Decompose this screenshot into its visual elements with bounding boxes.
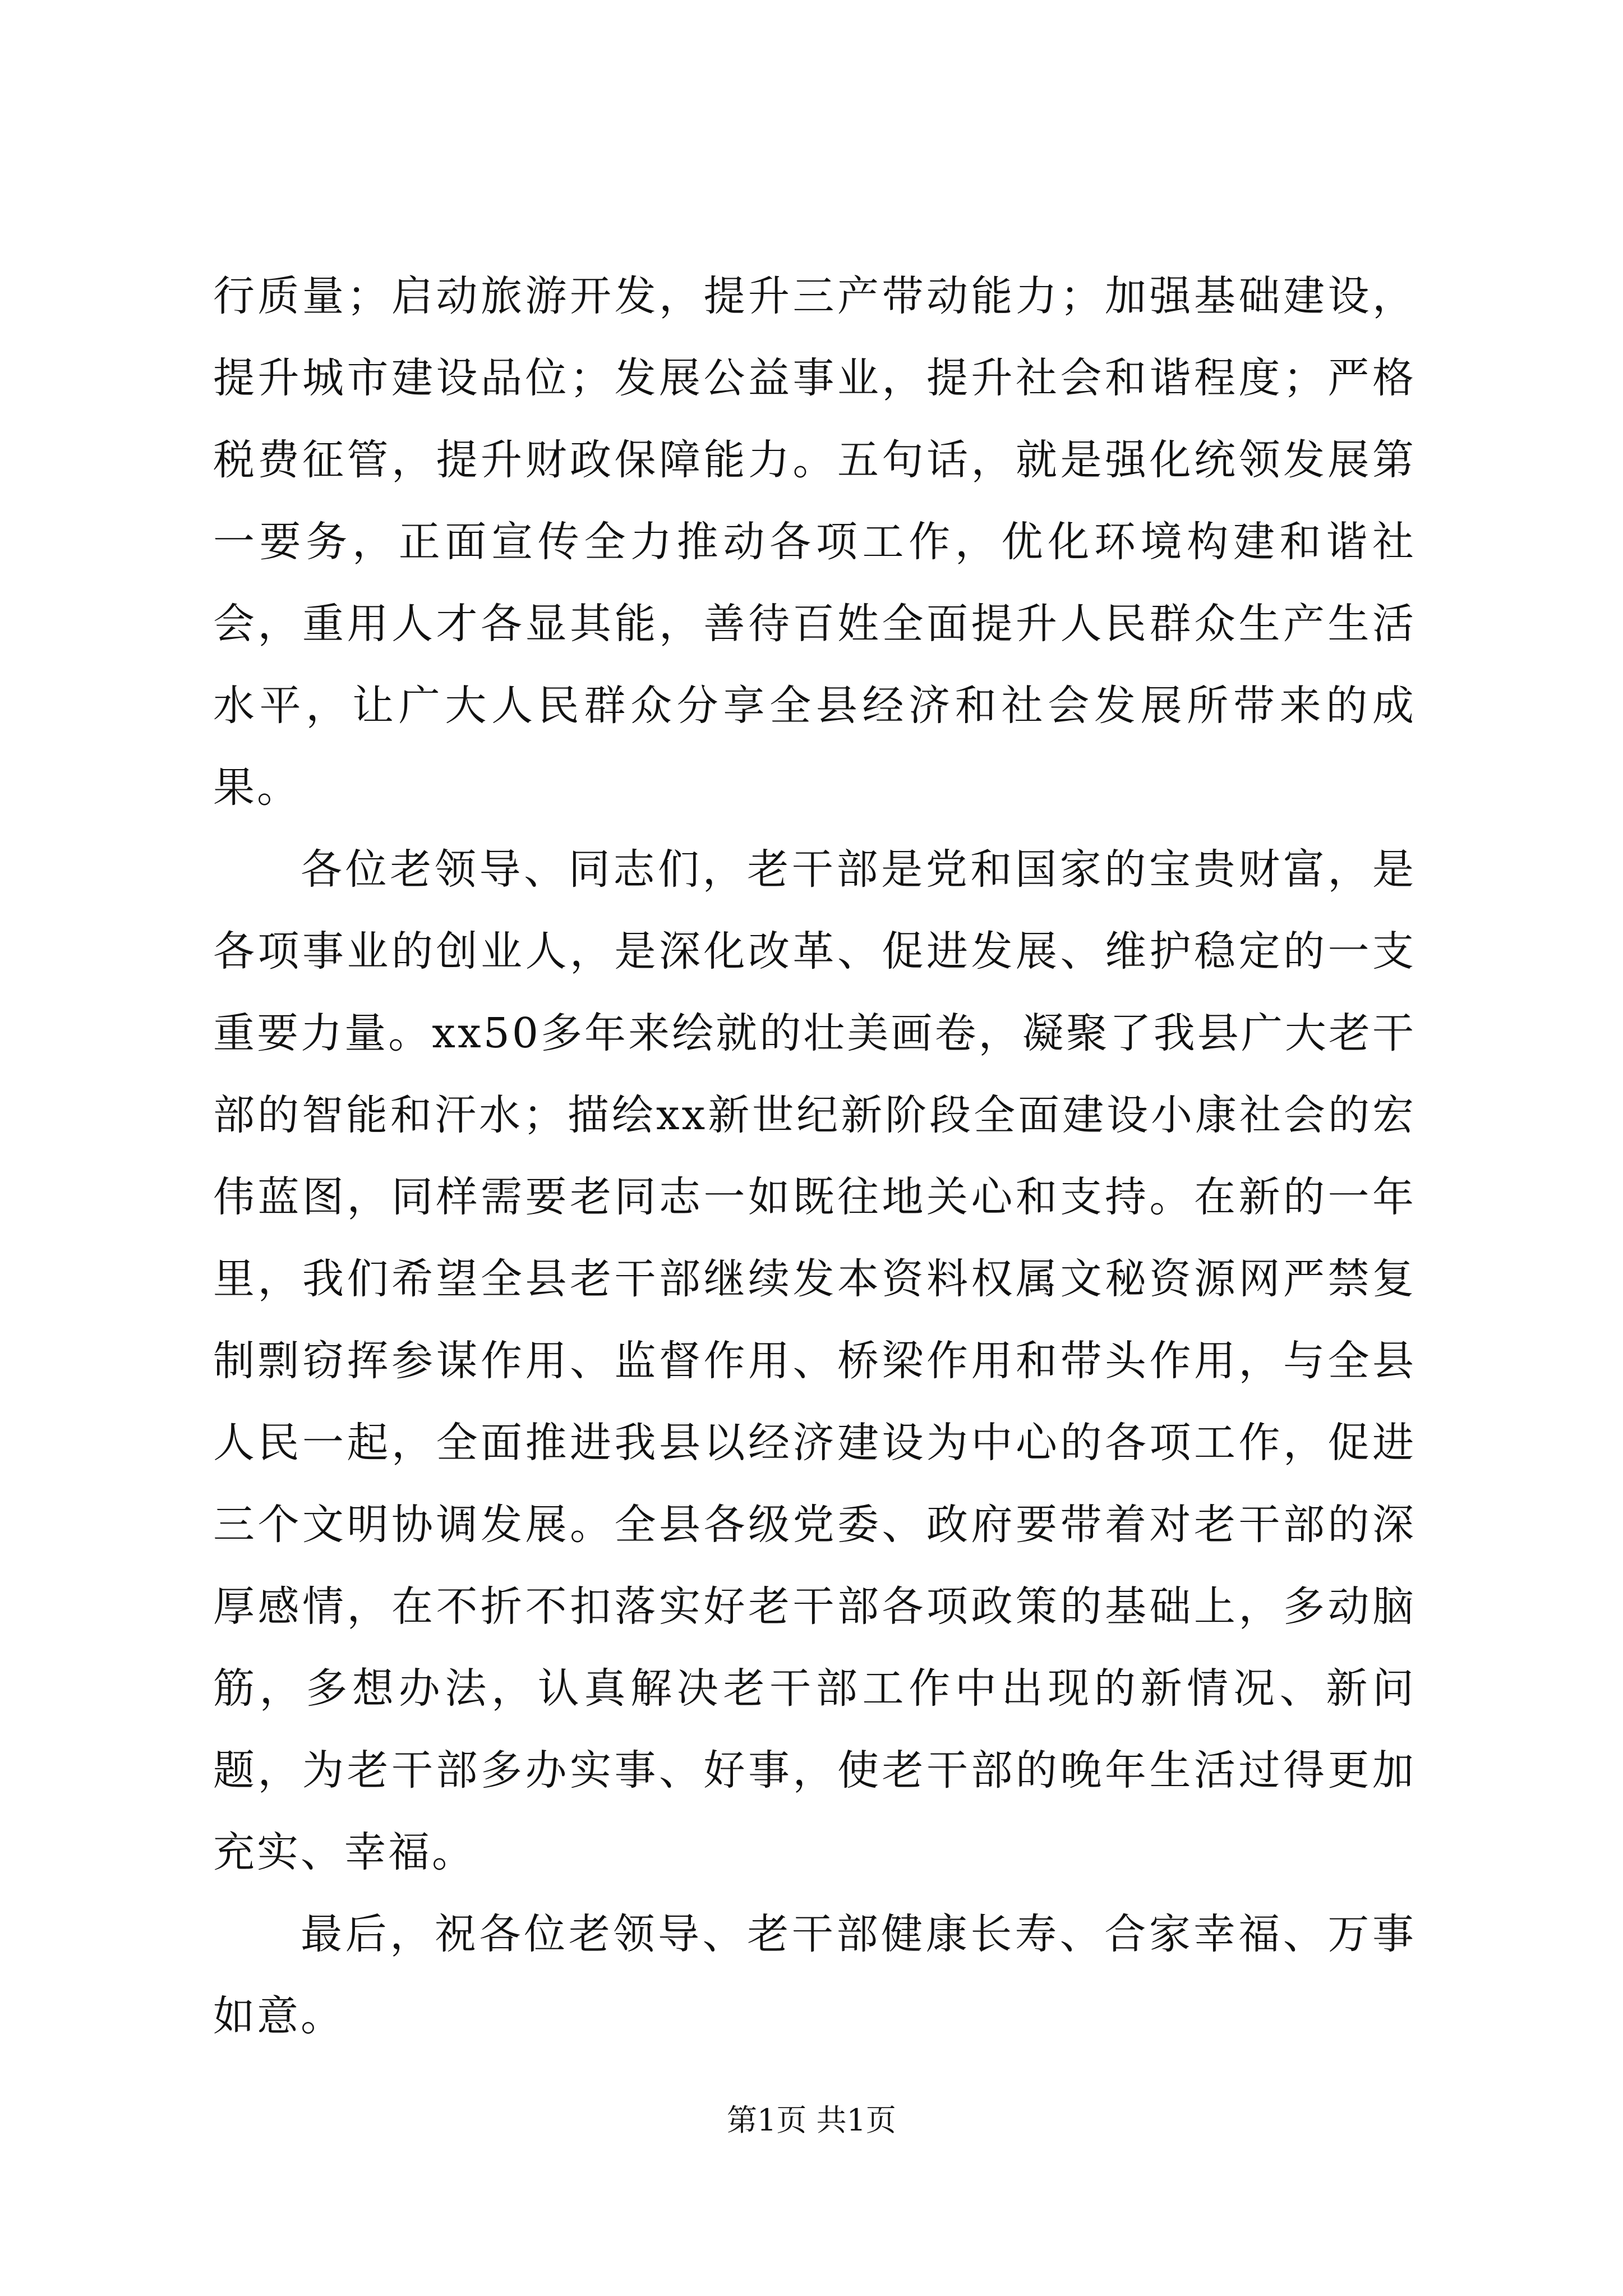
paragraph-closing-wishes: 最后，祝各位老领导、老干部健康长寿、合家幸福、万事如意。 <box>213 1910 1416 2040</box>
paragraph-old-cadres: 各位老领导、同志们，老干部是党和国家的宝贵财富，是各项事业的创业人，是深化改革、促进发展、维护稳定的一支重要力量。xx50多年来绘就的壮美画卷，凝聚了我县广大老干部的智能和汗水；描绘xx新世纪新阶段全面建设小康社会的宏伟蓝图，同样需要老同志一如既往地关心和支持。在新的一年里，我们希望全县老干部继续发本资料权属文秘资源网严禁复制剽窃挥参谋作用、监督作用、桥梁作用和带头作用，与全县人民一起，全面推进我县以经济建设为中心的各项工作，促进三个文明协调发展。全县各级党委、政府要带着对老干部的深厚感情，在不折不扣落实好老干部各项政策的基础上，多动脑筋，多想办法，认真解决老干部工作中出现的新情况、新问题，为老干部多办实事、好事，使老干部的晚年生活过得更加充实、幸福。 <box>213 845 1416 1876</box>
document-body <box>213 255 1416 2057</box>
paragraph-continuation: 行质量；启动旅游开发，提升三产带动能力；加强基础建设，提升城市建设品位；发展公益事业，提升社会和谐程度；严格税费征管，提升财政保障能力。五句话，就是强化统领发展第一要务，正面宣传全力推动各项工作，优化环境构建和谐社会，重用人才各显其能，善待百姓全面提升人民群众生产生活水平，让广大人民群众分享全县经济和社会发展所带来的成果。 <box>213 272 1416 812</box>
page-footer: 第1页 共1页 <box>727 2102 896 2138</box>
